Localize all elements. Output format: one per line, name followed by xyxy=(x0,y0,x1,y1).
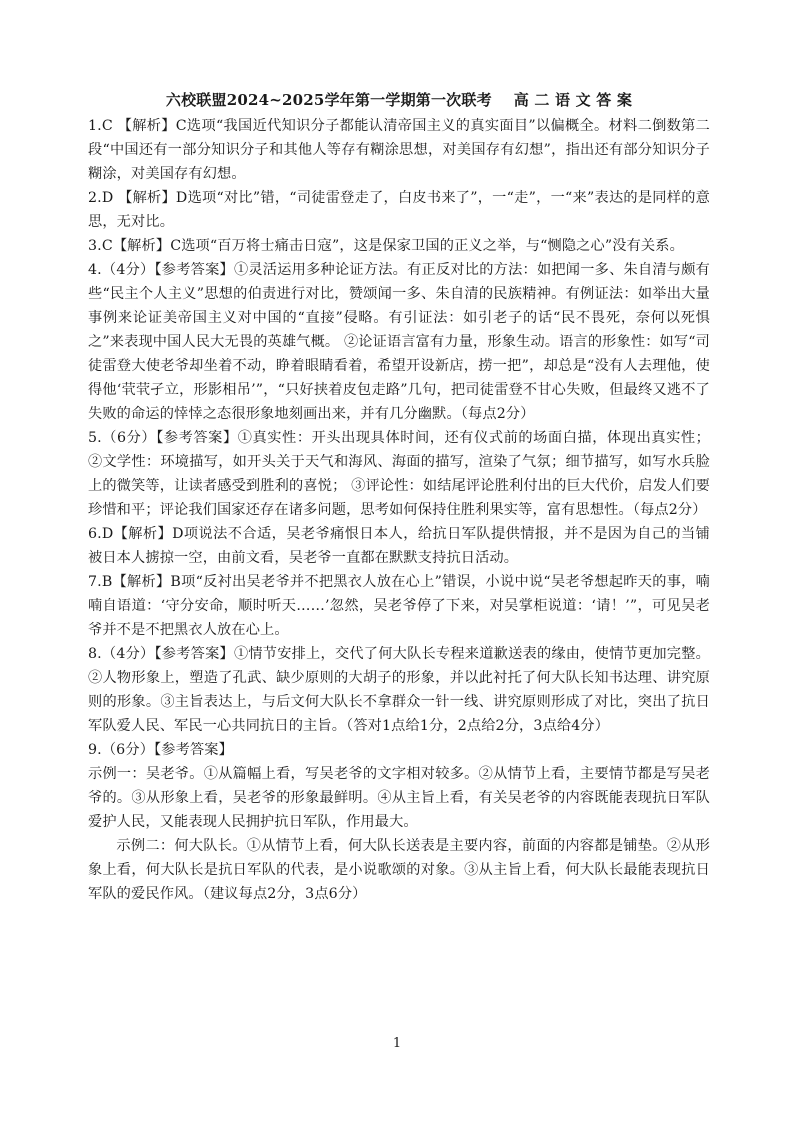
answer-q9-example-2 xyxy=(88,834,710,906)
answer-text: 8.（4分）【参考答案】①情节安排上，交代了何大队长专程来道歉送表的缘由，使情节更加完整。②人物形象上，塑造了孔武、缺少原则的大胡子的形象，并以此衬托了何大队长知书达理、讲究原则的形象。③主旨表达上，与后文何大队长不拿群众一针一线、讲究原则形成了对比，突出了抗日军队爱人民、军民一心共同抗日的主旨。（答对1点给1分，2点给2分，3点给4分） xyxy=(88,646,710,734)
answer-q6 xyxy=(88,522,710,570)
answer-q5 xyxy=(88,426,710,522)
answer-text: 示例二：何大队长。①从情节上看，何大队长送表是主要内容，前面的内容都是铺垫。②从形象上看，何大队长是抗日军队的代表，是小说歌颂的对象。③从主旨上看，何大队长最能表现抗日军队的爱民作风。（建议每点2分，3点6分） xyxy=(88,838,710,902)
answer-text: 6.D【解析】D项说法不合适，吴老爷痛恨日本人，给抗日军队提供情报，并不是因为自己的当铺被日本人掳掠一空，由前文看，吴老爷一直都在默默支持抗日活动。 xyxy=(88,526,710,566)
answer-text: 示例一：吴老爷。①从篇幅上看，写吴老爷的文字相对较多。②从情节上看，主要情节都是写吴老爷的。③从形象上看，吴老爷的形象最鲜明。④从主旨上看，有关吴老爷的内容既能表现抗日军队爱护人民，又能表现人民拥护抗日军队，作用最大。 xyxy=(88,766,710,830)
answer-text: 5.（6分）【参考答案】①真实性：开头出现具体时间，还有仪式前的场面白描，体现出真实性； ②文学性：环境描写，如开头关于天气和海风、海面的描写，渲染了气氛；细节描写，如写水兵脸上的微笑等，让读者感受到胜利的喜悦； ③评论性：如结尾评论胜利付出的巨大代价，启发人们要珍惜和平；评论我们国家还存在诸多问题，思考如何保持住胜利果实等，富有思想性。（每点2分） xyxy=(88,430,710,518)
subject-answer-label: 高 二 语 文 答 案 xyxy=(513,91,633,109)
answer-text: 7.B【解析】B项“反衬出吴老爷并不把黑衣人放在心上”错误，小说中说“吴老爷想起昨天的事，喃喃自语道：‘守分安命，顺时听天……’忽然，吴老爷停了下来，对吴掌柜说道：‘请！’”，可见吴老爷并不是不把黑衣人放在心上。 xyxy=(88,574,710,638)
answer-q3 xyxy=(88,234,710,258)
answer-text: 9.（6分）【参考答案】 xyxy=(88,742,233,758)
answer-text: 4.（4分）【参考答案】①灵活运用多种论证方法。有正反对比的方法：如把闻一多、朱自清与颇有些“民主个人主义”思想的伯责进行对比，赞颂闻一多、朱自清的民族精神。有例证法：如举出大量事例来论证美帝国主义对中国的“直接”侵略。有引证法：如引老子的话“民不畏死，奈何以死惧之”来表现中国人民大无畏的英雄气概。 ②论证语言富有力量，形象生动。语言的形象性：如写“司徒雷登大使老爷却坐着不动，睁着眼睛看着，希望开设新店，捞一把”，却总是“没有人去理他，使得他‘茕茕孑立，形影相吊’”，“只好挟着皮包走路”几句，把司徒雷登不甘心失败，但最终又逃不了失败的命运的悻悻之态很形象地刻画出来，并有几分幽默。（每点2分） xyxy=(88,262,710,422)
answer-q8 xyxy=(88,642,710,738)
answer-text: 2.D 【解析】D选项“对比”错，“司徒雷登走了，白皮书来了”，一“走”，一“来”表达的是同样的意思，无对比。 xyxy=(88,190,710,230)
answer-text: 3.C【解析】C选项“百万将士痛击日寇”，这是保家卫国的正义之举，与“恻隐之心”没有关系。 xyxy=(88,238,684,254)
answer-q7 xyxy=(88,570,710,642)
answer-text: 1.C 【解析】C选项“我国近代知识分子都能认清帝国主义的真实面目”以偏概全。材料二倒数第二段“中国还有一部分知识分子和其他人等存有糊涂思想，对美国存有幻想”，指出还有部分知识分子糊涂，对美国存有幻想。 xyxy=(88,118,710,182)
answer-q2 xyxy=(88,186,710,234)
answer-q1 xyxy=(88,114,710,186)
answer-content xyxy=(88,114,710,906)
answer-q4 xyxy=(88,258,710,426)
page-title xyxy=(88,88,710,112)
exam-name: 六校联盟2024~2025学年第一学期第一次联考 xyxy=(165,91,492,109)
answer-q9 xyxy=(88,738,710,762)
answer-q9-example-1 xyxy=(88,762,710,834)
page-number: 1 xyxy=(392,1036,402,1051)
